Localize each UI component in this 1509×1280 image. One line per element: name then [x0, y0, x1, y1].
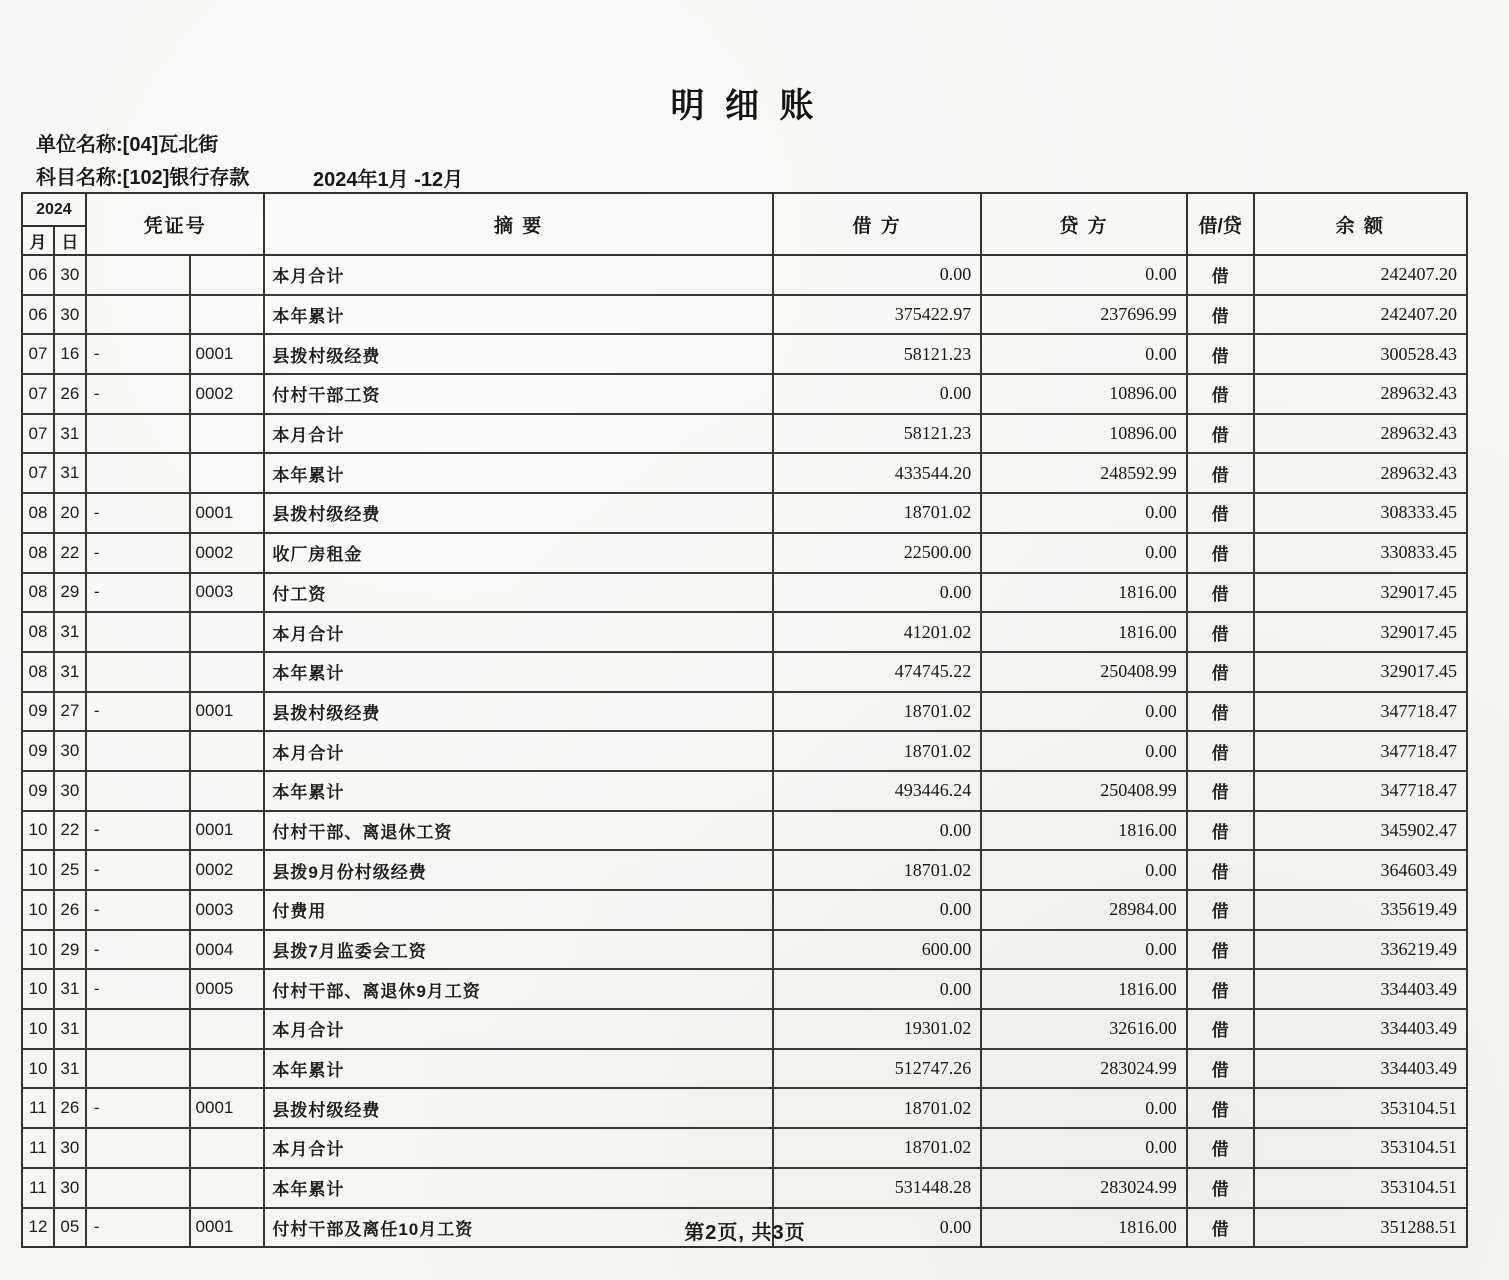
cell-voucher-prefix [87, 454, 191, 492]
cell-balance: 353104.51 [1380, 1137, 1457, 1158]
cell-debit: 0.00 [774, 891, 982, 929]
cell-debit: 0.00 [774, 812, 982, 850]
cell-month: 10 [23, 970, 55, 1008]
cell-month: 11 [23, 1169, 55, 1207]
cell-voucher-no: 0001 [191, 1089, 266, 1127]
cell-debit: 18701.02 [774, 494, 982, 532]
cell-summary: 本年累计 [265, 772, 774, 810]
cell-voucher-no [191, 256, 266, 294]
cell-credit: 1816.00 [982, 970, 1187, 1008]
cell-debit: 0.00 [774, 970, 982, 1008]
cell-voucher-prefix [87, 732, 191, 770]
cell-balance: 334403.49 [1380, 1018, 1457, 1039]
header-summary: 摘 要 [265, 194, 774, 254]
cell-voucher-no: 0001 [191, 335, 266, 373]
table-row [23, 613, 1466, 653]
cell-day: 30 [55, 1129, 87, 1167]
cell-direction: 借 [1188, 1050, 1255, 1088]
cell-credit: 0.00 [982, 732, 1187, 770]
cell-credit: 283024.99 [982, 1050, 1187, 1088]
cell-balance: 334403.49 [1380, 1058, 1457, 1079]
table-row [23, 1089, 1466, 1129]
cell-day: 31 [55, 1010, 87, 1048]
cell-direction: 借 [1188, 335, 1255, 373]
cell-debit: 18701.02 [774, 1089, 982, 1127]
cell-month: 06 [23, 256, 55, 294]
cell-voucher-prefix: - [87, 812, 191, 850]
cell-voucher-no: 0001 [191, 693, 266, 731]
cell-debit: 0.00 [774, 375, 982, 413]
cell-voucher-prefix [87, 415, 191, 453]
cell-day: 31 [55, 653, 87, 691]
cell-day: 31 [55, 970, 87, 1008]
cell-month: 08 [23, 534, 55, 572]
cell-summary: 本年累计 [265, 454, 774, 492]
table-row [23, 494, 1466, 534]
cell-balance: 308333.45 [1380, 502, 1457, 523]
cell-balance: 289632.43 [1380, 462, 1457, 483]
table-row [23, 732, 1466, 772]
cell-direction: 借 [1188, 454, 1255, 492]
cell-voucher-no: 0005 [191, 970, 266, 1008]
cell-debit: 58121.23 [774, 415, 982, 453]
cell-credit: 10896.00 [982, 415, 1187, 453]
table-row [23, 812, 1466, 852]
cell-balance: 289632.43 [1380, 423, 1457, 444]
cell-day: 20 [55, 494, 87, 532]
cell-month: 09 [23, 772, 55, 810]
table-row [23, 772, 1466, 812]
cell-summary: 本月合计 [265, 256, 774, 294]
cell-month: 11 [23, 1129, 55, 1167]
table-row [23, 970, 1466, 1010]
cell-credit: 0.00 [982, 534, 1187, 572]
unit-name-label: 单位名称:[04]瓦北街 [36, 134, 219, 156]
table-row [23, 1169, 1466, 1209]
header-year: 2024 [23, 194, 85, 227]
cell-day: 26 [55, 891, 87, 929]
cell-balance: 335619.49 [1380, 899, 1457, 920]
cell-summary: 本月合计 [265, 1129, 774, 1167]
cell-direction: 借 [1188, 375, 1255, 413]
cell-credit: 10896.00 [982, 375, 1187, 413]
cell-balance: 329017.45 [1380, 621, 1457, 642]
cell-voucher-prefix: - [87, 375, 191, 413]
header-direction: 借/贷 [1188, 194, 1255, 254]
cell-credit: 0.00 [982, 494, 1187, 532]
table-row [23, 256, 1466, 296]
cell-debit: 18701.02 [774, 1129, 982, 1167]
cell-balance: 329017.45 [1380, 581, 1457, 602]
cell-month: 10 [23, 891, 55, 929]
cell-month: 08 [23, 653, 55, 691]
cell-balance: 353104.51 [1380, 1177, 1457, 1198]
cell-direction: 借 [1188, 891, 1255, 929]
cell-voucher-no [191, 1050, 266, 1088]
cell-month: 06 [23, 296, 55, 334]
cell-balance: 336219.49 [1380, 939, 1457, 960]
header-day: 日 [61, 233, 79, 252]
cell-voucher-prefix: - [87, 335, 191, 373]
cell-month: 08 [23, 494, 55, 532]
cell-month: 12 [23, 1209, 55, 1247]
cell-direction: 借 [1188, 1010, 1255, 1048]
cell-voucher-no: 0001 [191, 812, 266, 850]
cell-voucher-prefix [87, 296, 191, 334]
cell-direction: 借 [1188, 1169, 1255, 1207]
cell-summary: 付工资 [265, 574, 774, 612]
cell-credit: 237696.99 [982, 296, 1187, 334]
cell-direction: 借 [1188, 970, 1255, 1008]
cell-credit: 0.00 [982, 851, 1187, 889]
cell-voucher-prefix: - [87, 891, 191, 929]
cell-balance: 364603.49 [1380, 859, 1457, 880]
table-row [23, 693, 1466, 733]
header-credit: 贷 方 [982, 194, 1187, 254]
cell-summary: 付村干部、离退休9月工资 [265, 970, 774, 1008]
cell-month: 07 [23, 454, 55, 492]
ledger-table [21, 192, 1468, 1248]
cell-direction: 借 [1188, 613, 1255, 651]
table-row [23, 454, 1466, 494]
cell-credit: 32616.00 [982, 1010, 1187, 1048]
table-row [23, 574, 1466, 614]
cell-credit: 250408.99 [982, 653, 1187, 691]
cell-credit: 0.00 [982, 1089, 1187, 1127]
cell-voucher-no [191, 1169, 266, 1207]
doc-title: 明 细 账 [670, 88, 820, 125]
cell-month: 10 [23, 1010, 55, 1048]
cell-voucher-no: 0002 [191, 375, 266, 413]
cell-balance: 334403.49 [1380, 978, 1457, 999]
cell-balance: 242407.20 [1380, 304, 1457, 325]
cell-voucher-no: 0003 [191, 574, 266, 612]
cell-direction: 借 [1188, 415, 1255, 453]
cell-summary: 本年累计 [265, 296, 774, 334]
cell-voucher-no: 0004 [191, 931, 266, 969]
table-row [23, 335, 1466, 375]
cell-voucher-prefix: - [87, 1209, 191, 1247]
cell-direction: 借 [1188, 494, 1255, 532]
cell-month: 08 [23, 574, 55, 612]
cell-day: 16 [55, 335, 87, 373]
cell-balance: 351288.51 [1380, 1216, 1457, 1237]
cell-voucher-prefix [87, 1169, 191, 1207]
cell-day: 30 [55, 1169, 87, 1207]
cell-summary: 县拨村级经费 [265, 494, 774, 532]
cell-credit: 250408.99 [982, 772, 1187, 810]
cell-month: 07 [23, 335, 55, 373]
cell-direction: 借 [1188, 851, 1255, 889]
table-row [23, 851, 1466, 891]
cell-day: 31 [55, 454, 87, 492]
cell-direction: 借 [1188, 534, 1255, 572]
cell-voucher-prefix [87, 653, 191, 691]
cell-voucher-prefix: - [87, 970, 191, 1008]
cell-voucher-no: 0003 [191, 891, 266, 929]
cell-voucher-no [191, 613, 266, 651]
cell-voucher-no [191, 296, 266, 334]
cell-day: 26 [55, 375, 87, 413]
cell-debit: 0.00 [774, 1209, 982, 1247]
cell-month: 07 [23, 375, 55, 413]
cell-balance: 300528.43 [1380, 343, 1457, 364]
header-voucher-no: 凭证号 [87, 194, 266, 254]
cell-voucher-prefix: - [87, 534, 191, 572]
cell-balance: 289632.43 [1380, 383, 1457, 404]
cell-direction: 借 [1188, 256, 1255, 294]
cell-voucher-prefix [87, 256, 191, 294]
cell-credit: 1816.00 [982, 1209, 1187, 1247]
cell-debit: 19301.02 [774, 1010, 982, 1048]
header-debit: 借 方 [774, 194, 982, 254]
cell-voucher-prefix: - [87, 1089, 191, 1127]
cell-debit: 375422.97 [774, 296, 982, 334]
cell-balance: 347718.47 [1380, 700, 1457, 721]
table-row [23, 375, 1466, 415]
cell-balance: 330833.45 [1380, 542, 1457, 563]
cell-direction: 借 [1188, 931, 1255, 969]
cell-voucher-prefix: - [87, 851, 191, 889]
table-row [23, 653, 1466, 693]
cell-summary: 付费用 [265, 891, 774, 929]
cell-debit: 433544.20 [774, 454, 982, 492]
table-row [23, 931, 1466, 971]
cell-debit: 18701.02 [774, 693, 982, 731]
cell-day: 22 [55, 534, 87, 572]
cell-month: 11 [23, 1089, 55, 1127]
cell-day: 30 [55, 772, 87, 810]
header-balance: 余 额 [1335, 215, 1385, 237]
cell-summary: 本月合计 [265, 415, 774, 453]
cell-debit: 474745.22 [774, 653, 982, 691]
cell-summary: 本月合计 [265, 732, 774, 770]
cell-summary: 付村干部、离退休工资 [265, 812, 774, 850]
cell-debit: 600.00 [774, 931, 982, 969]
cell-balance: 347718.47 [1380, 780, 1457, 801]
cell-day: 30 [55, 296, 87, 334]
cell-voucher-no [191, 415, 266, 453]
table-header-row [23, 194, 1466, 256]
cell-day: 31 [55, 415, 87, 453]
cell-direction: 借 [1188, 732, 1255, 770]
table-row [23, 1129, 1466, 1169]
cell-credit: 28984.00 [982, 891, 1187, 929]
cell-credit: 0.00 [982, 931, 1187, 969]
page-number: 第2页, 共3页 [684, 1222, 806, 1244]
table-row [23, 415, 1466, 455]
cell-summary: 本月合计 [265, 613, 774, 651]
cell-day: 29 [55, 931, 87, 969]
cell-voucher-no: 0002 [191, 534, 266, 572]
cell-debit: 0.00 [774, 574, 982, 612]
cell-credit: 283024.99 [982, 1169, 1187, 1207]
cell-summary: 付村干部工资 [265, 375, 774, 413]
table-row [23, 296, 1466, 336]
cell-direction: 借 [1188, 1129, 1255, 1167]
cell-debit: 22500.00 [774, 534, 982, 572]
table-row [23, 534, 1466, 574]
cell-summary: 付村干部及离任10月工资 [265, 1209, 774, 1247]
cell-direction: 借 [1188, 1209, 1255, 1247]
cell-day: 30 [55, 732, 87, 770]
cell-voucher-prefix [87, 613, 191, 651]
cell-voucher-no [191, 454, 266, 492]
cell-day: 29 [55, 574, 87, 612]
cell-month: 10 [23, 851, 55, 889]
subject-name-label: 科目名称:[102]银行存款 [36, 167, 250, 189]
table-row [23, 1050, 1466, 1090]
cell-summary: 本年累计 [265, 1050, 774, 1088]
cell-month: 08 [23, 613, 55, 651]
cell-direction: 借 [1188, 1089, 1255, 1127]
cell-direction: 借 [1188, 812, 1255, 850]
cell-month: 10 [23, 931, 55, 969]
cell-summary: 县拨7月监委会工资 [265, 931, 774, 969]
cell-credit: 1816.00 [982, 613, 1187, 651]
cell-day: 26 [55, 1089, 87, 1127]
cell-debit: 18701.02 [774, 851, 982, 889]
cell-summary: 县拨村级经费 [265, 335, 774, 373]
cell-balance: 242407.20 [1380, 264, 1457, 285]
cell-direction: 借 [1188, 693, 1255, 731]
cell-voucher-no [191, 772, 266, 810]
cell-voucher-prefix [87, 1010, 191, 1048]
cell-month: 09 [23, 732, 55, 770]
cell-voucher-prefix [87, 1129, 191, 1167]
cell-credit: 0.00 [982, 1129, 1187, 1167]
cell-month: 09 [23, 693, 55, 731]
cell-voucher-no: 0001 [191, 1209, 266, 1247]
cell-summary: 收厂房租金 [265, 534, 774, 572]
cell-voucher-no [191, 653, 266, 691]
cell-summary: 本年累计 [265, 1169, 774, 1207]
cell-summary: 县拨村级经费 [265, 693, 774, 731]
cell-balance: 353104.51 [1380, 1097, 1457, 1118]
cell-month: 07 [23, 415, 55, 453]
cell-voucher-no: 0001 [191, 494, 266, 532]
cell-voucher-prefix: - [87, 693, 191, 731]
header-date-group [23, 194, 87, 254]
cell-voucher-prefix: - [87, 931, 191, 969]
cell-debit: 18701.02 [774, 732, 982, 770]
cell-day: 27 [55, 693, 87, 731]
table-row [23, 1010, 1466, 1050]
cell-credit: 1816.00 [982, 574, 1187, 612]
cell-credit: 0.00 [982, 693, 1187, 731]
cell-debit: 0.00 [774, 256, 982, 294]
cell-credit: 1816.00 [982, 812, 1187, 850]
cell-month: 10 [23, 1050, 55, 1088]
table-body [23, 256, 1466, 1246]
cell-summary: 县拨村级经费 [265, 1089, 774, 1127]
cell-day: 30 [55, 256, 87, 294]
cell-day: 05 [55, 1209, 87, 1247]
cell-direction: 借 [1188, 574, 1255, 612]
cell-summary: 本月合计 [265, 1010, 774, 1048]
period-label: 2024年1月 -12月 [313, 169, 464, 191]
cell-debit: 531448.28 [774, 1169, 982, 1207]
cell-summary: 县拨9月份村级经费 [265, 851, 774, 889]
cell-credit: 0.00 [982, 335, 1187, 373]
cell-credit: 0.00 [982, 256, 1187, 294]
cell-balance: 347718.47 [1380, 740, 1457, 761]
cell-balance: 329017.45 [1380, 661, 1457, 682]
cell-month: 10 [23, 812, 55, 850]
cell-voucher-prefix [87, 1050, 191, 1088]
cell-day: 31 [55, 1050, 87, 1088]
cell-day: 22 [55, 812, 87, 850]
cell-direction: 借 [1188, 653, 1255, 691]
cell-debit: 493446.24 [774, 772, 982, 810]
cell-direction: 借 [1188, 296, 1255, 334]
cell-debit: 41201.02 [774, 613, 982, 651]
cell-voucher-prefix: - [87, 494, 191, 532]
cell-voucher-no [191, 1010, 266, 1048]
cell-voucher-no [191, 1129, 266, 1167]
cell-debit: 512747.26 [774, 1050, 982, 1088]
table-row [23, 891, 1466, 931]
cell-direction: 借 [1188, 772, 1255, 810]
cell-voucher-prefix: - [87, 574, 191, 612]
cell-debit: 58121.23 [774, 335, 982, 373]
cell-day: 25 [55, 851, 87, 889]
cell-voucher-no: 0002 [191, 851, 266, 889]
header-month: 月 [23, 227, 55, 254]
cell-voucher-no [191, 732, 266, 770]
cell-voucher-prefix [87, 772, 191, 810]
cell-summary: 本年累计 [265, 653, 774, 691]
cell-day: 31 [55, 613, 87, 651]
cell-credit: 248592.99 [982, 454, 1187, 492]
cell-balance: 345902.47 [1380, 819, 1457, 840]
